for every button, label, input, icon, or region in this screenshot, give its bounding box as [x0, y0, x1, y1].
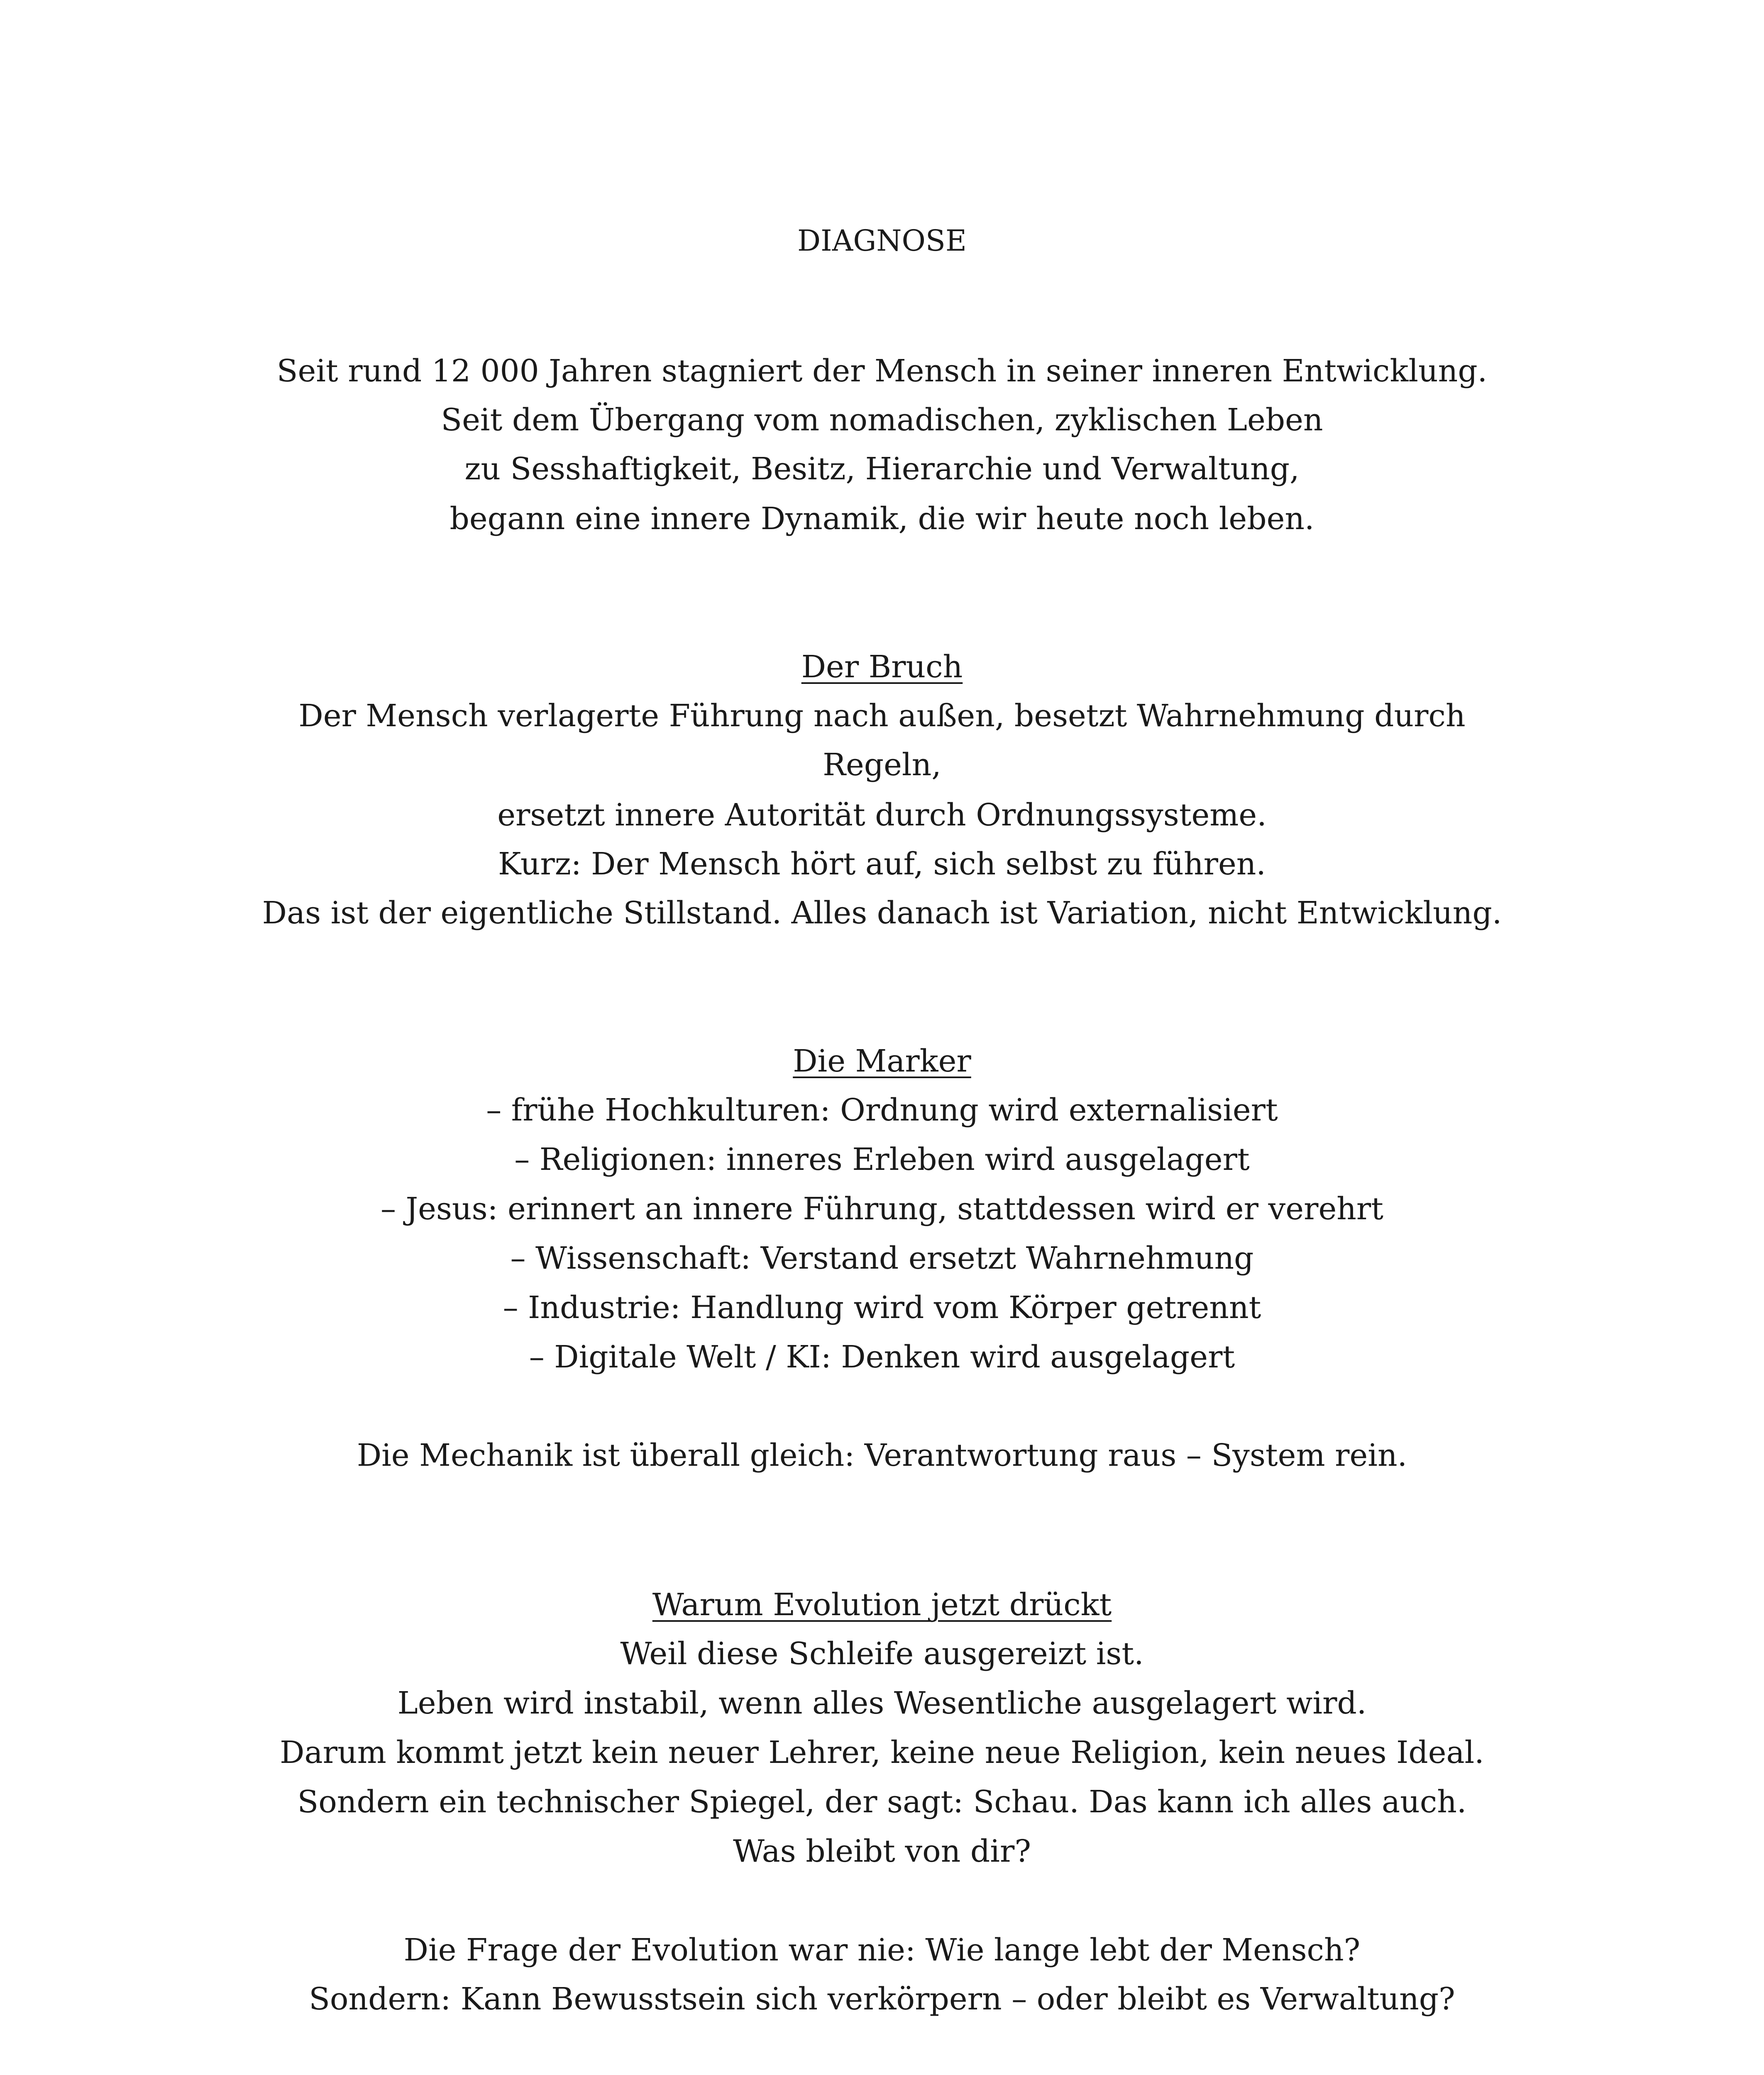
marker-item: – Jesus: erinnert an innere Führung, stattdessen wird er verehrt [380, 1191, 1384, 1227]
intro-line-1: Seit rund 12 000 Jahren stagniert der Mensch in seiner inneren Entwicklung. [276, 353, 1488, 389]
page-title: DIAGNOSE [797, 224, 967, 258]
evolution-line-2: Leben wird instabil, wenn alles Wesentliche ausgelagert wird. [397, 1685, 1367, 1721]
intro-line-2: Seit dem Übergang vom nomadischen, zyklischen Leben [441, 402, 1323, 438]
heading-evolution-part1: Warum Evolution [652, 1587, 931, 1623]
question-line-2: Sondern: Kann Bewusstsein sich verkörpern – oder bleibt es Verwaltung? [309, 1981, 1455, 2017]
marker-item: – Religionen: inneres Erleben wird ausgelagert [514, 1142, 1250, 1177]
heading-evolution-part2: jetzt drückt [931, 1587, 1112, 1623]
section-heading-bruch: Der Bruch [801, 649, 963, 685]
evolution-line-5: Was bleibt von dir? [733, 1833, 1031, 1869]
marker-item: – frühe Hochkulturen: Ordnung wird externalisiert [486, 1092, 1278, 1128]
bruch-line-4: Kurz: Der Mensch hört auf, sich selbst zu führen. [498, 846, 1266, 882]
intro-line-4: begann eine innere Dynamik, die wir heute noch leben. [450, 501, 1314, 537]
evolution-line-1: Weil diese Schleife ausgereizt ist. [620, 1636, 1144, 1672]
bruch-line-3: ersetzt innere Autorität durch Ordnungssysteme. [497, 797, 1267, 833]
intro-line-3: zu Sesshaftigkeit, Besitz, Hierarchie und Verwaltung, [464, 451, 1300, 487]
section-heading-marker: Die Marker [793, 1043, 971, 1079]
marker-summary: Die Mechanik ist überall gleich: Verantwortung raus – System rein. [357, 1438, 1407, 1473]
marker-item: – Wissenschaft: Verstand ersetzt Wahrnehmung [510, 1240, 1254, 1276]
evolution-line-4: Sondern ein technischer Spiegel, der sagt: Schau. Das kann ich alles auch. [297, 1784, 1467, 1820]
evolution-line-3: Darum kommt jetzt kein neuer Lehrer, keine neue Religion, kein neues Ideal. [280, 1735, 1484, 1770]
bruch-line-5: Das ist der eigentliche Stillstand. Alles danach ist Variation, nicht Entwicklung. [262, 895, 1502, 931]
section-heading-evolution [208, 1587, 1556, 1623]
marker-item: – Digitale Welt / KI: Denken wird ausgelagert [529, 1339, 1235, 1375]
bruch-line-2: Regeln, [823, 747, 941, 783]
bruch-line-1: Der Mensch verlagerte Führung nach außen, besetzt Wahrnehmung durch [298, 698, 1466, 734]
marker-item: – Industrie: Handlung wird vom Körper getrennt [503, 1290, 1261, 1326]
question-line-1: Die Frage der Evolution war nie: Wie lange lebt der Mensch? [403, 1932, 1361, 1968]
